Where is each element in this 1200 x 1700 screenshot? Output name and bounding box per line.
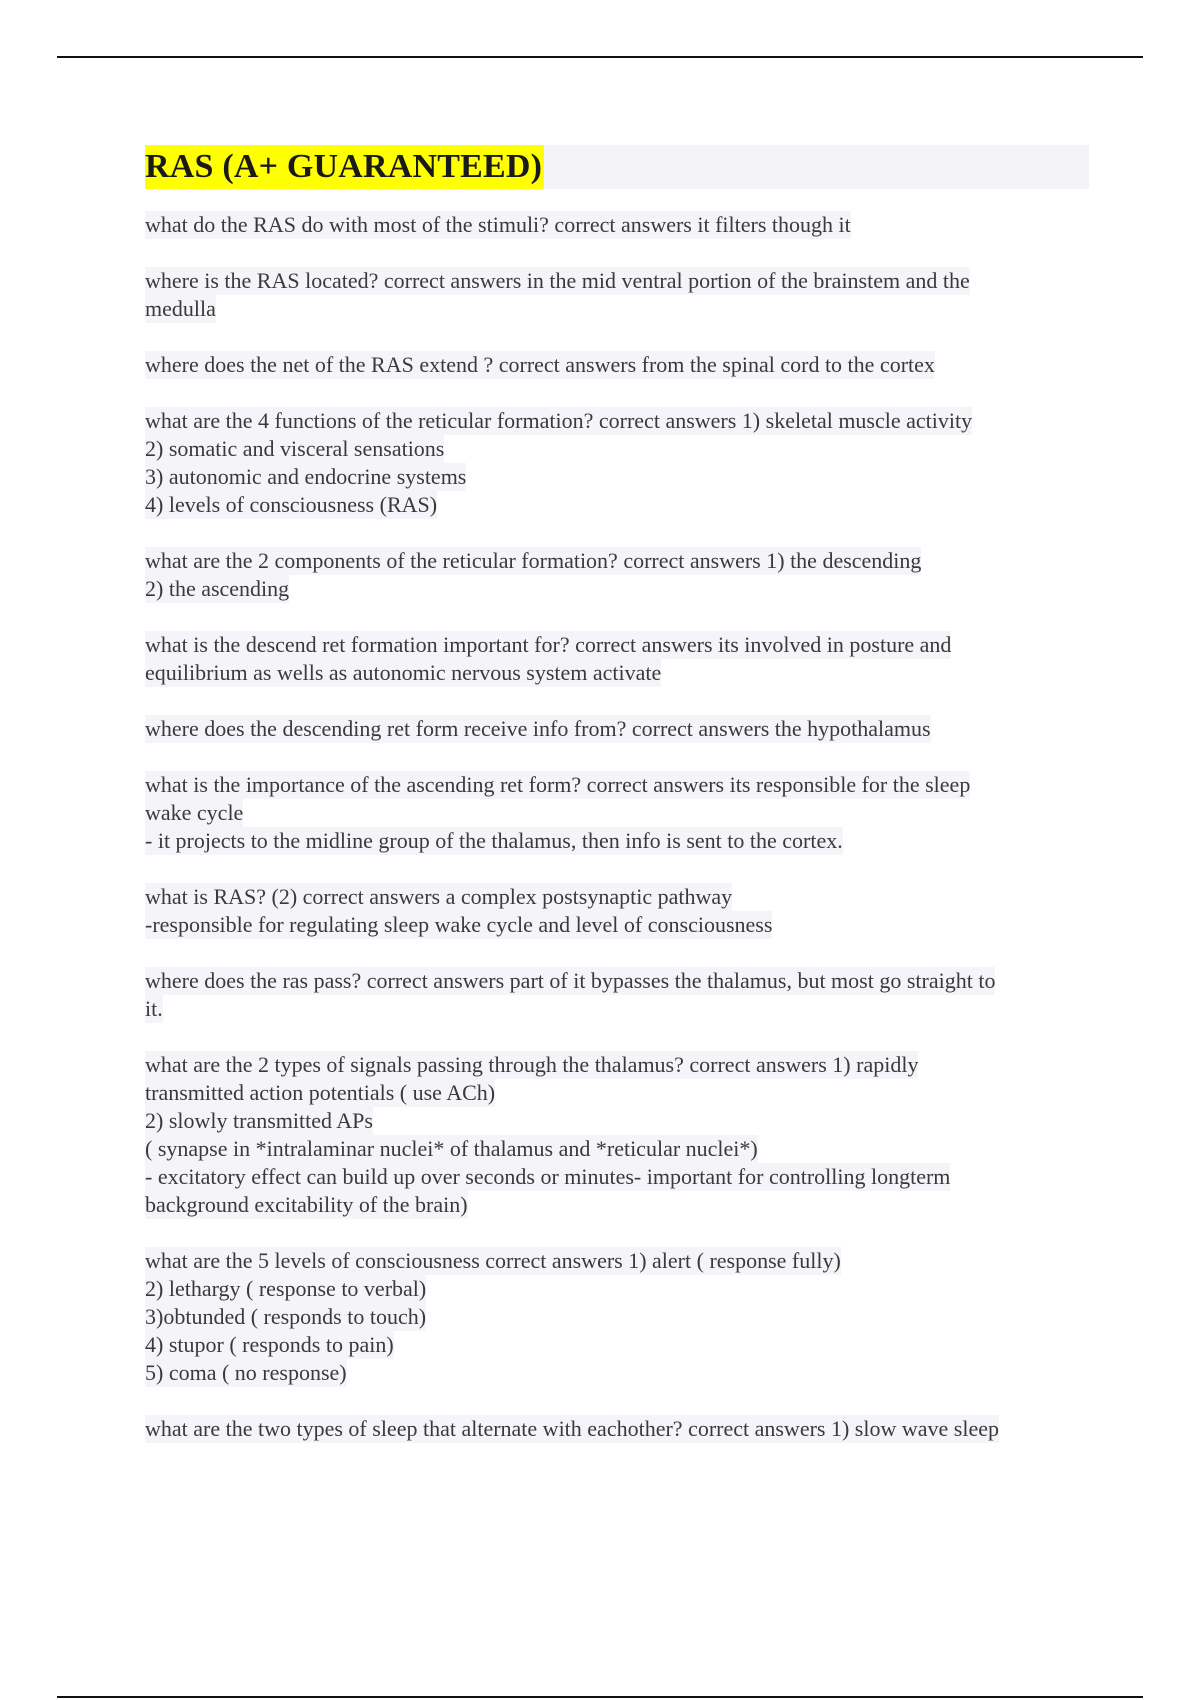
- qa-item: [145, 631, 1089, 687]
- qa-line: -responsible for regulating sleep wake cycle and level of consciousness: [145, 912, 773, 937]
- qa-item: [145, 883, 1089, 939]
- qa-list: [145, 211, 1089, 1443]
- qa-line: 4) levels of consciousness (RAS): [145, 492, 438, 517]
- qa-line: 3) autonomic and endocrine systems: [145, 464, 467, 489]
- qa-line: where does the net of the RAS extend ? correct answers from the spinal cord to the cortex: [145, 352, 935, 377]
- qa-line: 2) the ascending: [145, 576, 290, 601]
- qa-line: - it projects to the midline group of the thalamus, then info is sent to the cortex.: [145, 828, 843, 853]
- qa-line: background excitability of the brain): [145, 1192, 468, 1217]
- qa-line: where does the descending ret form receive info from? correct answers the hypothalamus: [145, 716, 931, 741]
- qa-item: [145, 351, 1089, 379]
- qa-line: 5) coma ( no response): [145, 1360, 347, 1385]
- qa-item: [145, 1247, 1089, 1387]
- document-body: [145, 145, 1089, 1471]
- qa-line: it.: [145, 996, 163, 1021]
- qa-line: 2) lethargy ( response to verbal): [145, 1276, 427, 1301]
- qa-item: [145, 1051, 1089, 1219]
- qa-item: [145, 771, 1089, 855]
- qa-line: transmitted action potentials ( use ACh): [145, 1080, 496, 1105]
- qa-line: equilibrium as wells as autonomic nervous system activate: [145, 660, 662, 685]
- qa-item: [145, 967, 1089, 1023]
- qa-line: what is RAS? (2) correct answers a complex postsynaptic pathway: [145, 884, 733, 909]
- qa-line: 3)obtunded ( responds to touch): [145, 1304, 427, 1329]
- bottom-rule: [57, 1696, 1143, 1698]
- qa-line: what are the two types of sleep that alternate with eachother? correct answers 1) slow wave sleep: [145, 1416, 999, 1441]
- qa-line: where does the ras pass? correct answers part of it bypasses the thalamus, but most go straight to: [145, 968, 996, 993]
- qa-line: 2) somatic and visceral sensations: [145, 436, 445, 461]
- title-bar: [145, 145, 1089, 189]
- qa-line: 4) stupor ( responds to pain): [145, 1332, 394, 1357]
- qa-item: [145, 547, 1089, 603]
- qa-item: [145, 211, 1089, 239]
- qa-line: what do the RAS do with most of the stimuli? correct answers it filters though it: [145, 212, 851, 237]
- qa-item: [145, 1415, 1089, 1443]
- qa-line: what is the descend ret formation important for? correct answers its involved in posture and: [145, 632, 952, 657]
- page-title: RAS (A+ GUARANTEED): [145, 145, 544, 189]
- qa-item: [145, 407, 1089, 519]
- qa-item: [145, 715, 1089, 743]
- top-rule: [57, 56, 1143, 58]
- qa-line: - excitatory effect can build up over seconds or minutes- important for controlling longterm: [145, 1164, 951, 1189]
- qa-line: what are the 2 types of signals passing through the thalamus? correct answers 1) rapidly: [145, 1052, 919, 1077]
- qa-line: medulla: [145, 296, 216, 321]
- qa-line: wake cycle: [145, 800, 244, 825]
- qa-item: [145, 267, 1089, 323]
- qa-line: what are the 2 components of the reticular formation? correct answers 1) the descending: [145, 548, 922, 573]
- qa-line: what is the importance of the ascending ret form? correct answers its responsible for the sleep: [145, 772, 971, 797]
- qa-line: what are the 5 levels of consciousness correct answers 1) alert ( response fully): [145, 1248, 841, 1273]
- qa-line: 2) slowly transmitted APs: [145, 1108, 373, 1133]
- qa-line: ( synapse in *intralaminar nuclei* of thalamus and *reticular nuclei*): [145, 1136, 758, 1161]
- qa-line: what are the 4 functions of the reticular formation? correct answers 1) skeletal muscle activity: [145, 408, 973, 433]
- qa-line: where is the RAS located? correct answers in the mid ventral portion of the brainstem and the: [145, 268, 970, 293]
